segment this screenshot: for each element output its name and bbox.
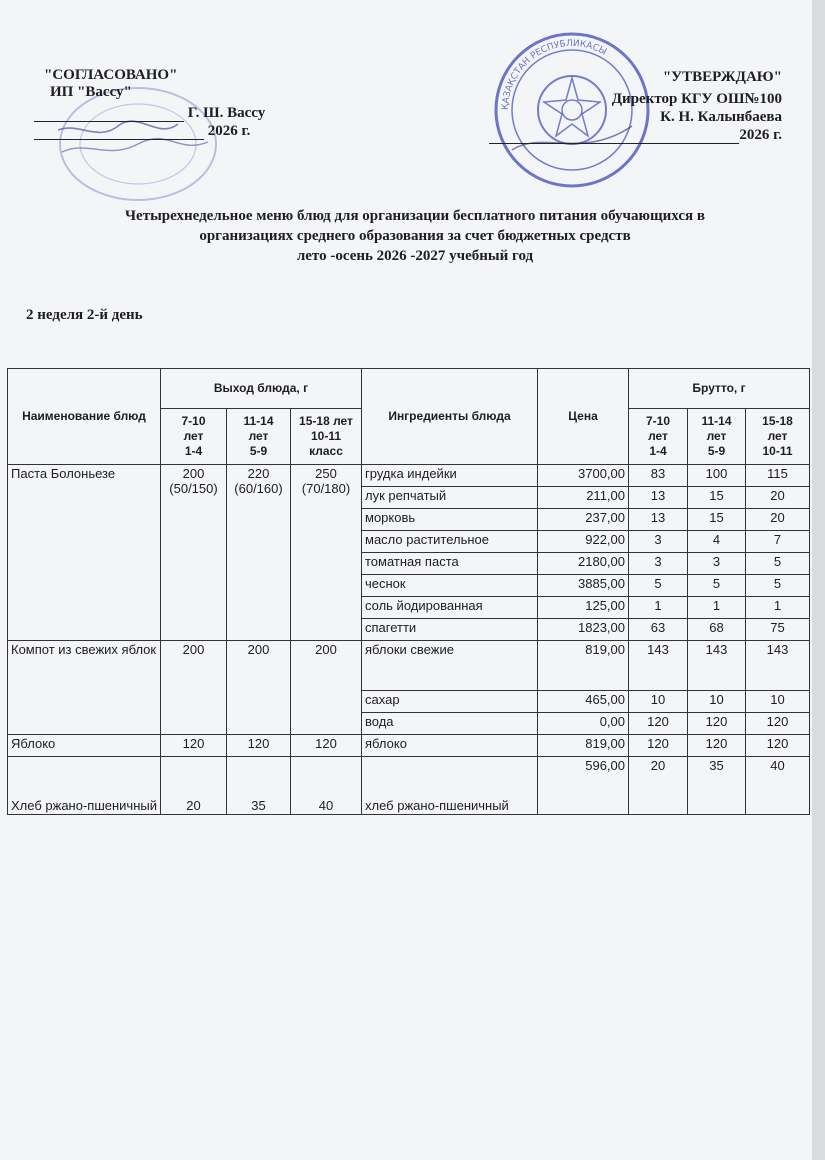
document-title <box>40 206 790 266</box>
gross-weight: 10 <box>688 691 746 713</box>
header-line: 15-18 лет <box>299 414 353 428</box>
week-day-label: 2 неделя 2-й день <box>26 307 143 323</box>
header-line: класс <box>309 444 343 458</box>
gross-weight: 13 <box>629 509 688 531</box>
ingredient-name: лук репчатый <box>362 487 538 509</box>
table-row <box>8 735 810 757</box>
ingredient-name: томатная паста <box>362 553 538 575</box>
dish-output <box>291 465 362 641</box>
ingredient-name: яблоко <box>362 735 538 757</box>
gross-weight: 75 <box>746 619 810 641</box>
page-edge <box>812 0 825 1160</box>
header-price: Цена <box>538 369 629 465</box>
output-line: 120 <box>247 736 270 751</box>
agreed-org: ИП "Вассу" <box>50 84 132 100</box>
header-output: Выход блюда, г <box>161 369 362 409</box>
ingredient-price: 0,00 <box>538 713 629 735</box>
output-line: 200 <box>247 642 270 657</box>
output-line: 200 <box>182 642 205 657</box>
title-line-2: организациях среднего образования за счет бюджетных средств <box>199 228 631 244</box>
header-dish: Наименование блюд <box>8 369 161 465</box>
dish-output <box>227 641 291 735</box>
gross-weight: 120 <box>629 713 688 735</box>
header-line: лет <box>183 429 204 443</box>
dish-output <box>227 735 291 757</box>
ingredient-price: 465,00 <box>538 691 629 713</box>
dish-output <box>291 735 362 757</box>
ingredient-name: морковь <box>362 509 538 531</box>
gross-weight: 7 <box>746 531 810 553</box>
gross-weight: 83 <box>629 465 688 487</box>
ingredient-price: 237,00 <box>538 509 629 531</box>
gross-weight: 10 <box>629 691 688 713</box>
ingredient-name: грудка индейки <box>362 465 538 487</box>
gross-weight: 5 <box>746 553 810 575</box>
gross-weight: 120 <box>746 735 810 757</box>
gross-weight: 1 <box>629 597 688 619</box>
header-line: 7-10 <box>181 414 206 428</box>
approve-date-line <box>489 129 739 144</box>
ingredient-name: вода <box>362 713 538 735</box>
gross-weight: 15 <box>688 509 746 531</box>
dish-output <box>227 757 291 815</box>
header-line: 11-14 <box>701 414 732 428</box>
output-line: 250 <box>315 466 337 481</box>
output-line: 40 <box>318 798 334 813</box>
gross-weight: 143 <box>746 641 810 691</box>
header-line: лет <box>248 429 269 443</box>
approve-label: "УТВЕРЖДАЮ" <box>662 69 782 85</box>
gross-weight: 4 <box>688 531 746 553</box>
header-line: лет <box>767 429 788 443</box>
date-line <box>34 125 204 140</box>
gross-weight: 20 <box>746 509 810 531</box>
header-line: 1-4 <box>649 444 667 458</box>
gross-weight: 15 <box>688 487 746 509</box>
output-line: (60/160) <box>234 481 283 496</box>
output-line: (50/150) <box>169 481 218 496</box>
header-gross2 <box>688 409 746 465</box>
gross-weight: 63 <box>629 619 688 641</box>
header-line: лет <box>648 429 668 443</box>
ingredient-name: сахар <box>362 691 538 713</box>
output-line: (70/180) <box>301 481 351 496</box>
gross-weight: 120 <box>629 735 688 757</box>
header-line: 10-11 <box>762 444 793 458</box>
signature-line <box>34 107 184 122</box>
approve-year: 2026 г. <box>739 127 782 143</box>
agreed-signer: Г. Ш. Вассу <box>187 105 266 121</box>
header-age2 <box>227 409 291 465</box>
header-line: 5-9 <box>707 444 726 458</box>
header-line: лет <box>706 429 727 443</box>
dish-output <box>291 641 362 735</box>
output-line: 20 <box>186 798 201 813</box>
gross-weight: 5 <box>688 575 746 597</box>
ingredient-name: чеснок <box>362 575 538 597</box>
gross-weight: 143 <box>629 641 688 691</box>
dish-name: Паста Болоньезе <box>8 465 161 641</box>
header-ingredients: Ингредиенты блюда <box>362 369 538 465</box>
ingredient-price: 2180,00 <box>538 553 629 575</box>
header-age1 <box>161 409 227 465</box>
gross-weight: 3 <box>629 531 688 553</box>
agreed-year: 2026 г. <box>207 123 251 139</box>
table-row <box>8 465 810 487</box>
gross-weight: 40 <box>746 757 810 815</box>
ingredient-price: 596,00 <box>538 757 629 815</box>
header-gross3 <box>746 409 810 465</box>
dish-name: Компот из свежих яблок <box>8 641 161 735</box>
gross-weight: 120 <box>688 735 746 757</box>
output-line: 120 <box>182 736 205 751</box>
gross-weight: 68 <box>688 619 746 641</box>
svg-text:ҚАЗАҚСТАН РЕСПУБЛИКАСЫ: ҚАЗАҚСТАН РЕСПУБЛИКАСЫ <box>500 38 608 111</box>
dish-output <box>161 465 227 641</box>
gross-weight: 100 <box>688 465 746 487</box>
gross-weight: 1 <box>746 597 810 619</box>
ingredient-price: 125,00 <box>538 597 629 619</box>
gross-weight: 1 <box>688 597 746 619</box>
ingredient-price: 819,00 <box>538 735 629 757</box>
header-gross1 <box>629 409 688 465</box>
header-line: 15-18 <box>762 414 793 428</box>
ingredient-name: яблоки свежие <box>362 641 538 691</box>
gross-weight: 3 <box>688 553 746 575</box>
header-line: 7-10 <box>645 414 671 428</box>
table-row <box>8 757 810 815</box>
gross-weight: 20 <box>746 487 810 509</box>
ingredient-price: 1823,00 <box>538 619 629 641</box>
approve-signer: К. Н. Калынбаева <box>660 109 782 125</box>
gross-weight: 5 <box>629 575 688 597</box>
gross-weight: 143 <box>688 641 746 691</box>
dish-output <box>161 757 227 815</box>
gross-weight: 120 <box>746 713 810 735</box>
ingredient-price: 922,00 <box>538 531 629 553</box>
table-row <box>8 641 810 691</box>
gross-weight: 13 <box>629 487 688 509</box>
header-gross: Брутто, г <box>629 369 810 409</box>
dish-name: Хлеб ржано-пшеничный <box>8 757 161 815</box>
gross-weight: 35 <box>688 757 746 815</box>
output-line: 220 <box>247 466 270 481</box>
ingredient-price: 3700,00 <box>538 465 629 487</box>
header-line: 1-4 <box>184 444 203 458</box>
ingredient-name: масло растительное <box>362 531 538 553</box>
ingredient-name: спагетти <box>362 619 538 641</box>
title-line-3: лето -осень 2026 -2027 учебный год <box>296 248 534 264</box>
gross-weight: 115 <box>746 465 810 487</box>
gross-weight: 3 <box>629 553 688 575</box>
ingredient-name: соль йодированная <box>362 597 538 619</box>
dish-output <box>161 641 227 735</box>
header-age3 <box>291 409 362 465</box>
ingredient-price: 819,00 <box>538 641 629 691</box>
menu-table <box>7 368 810 815</box>
output-line: 200 <box>315 642 337 657</box>
dish-output <box>161 735 227 757</box>
dish-name: Яблоко <box>8 735 161 757</box>
ingredient-name: хлеб ржано-пшеничный <box>362 757 538 815</box>
dish-output <box>227 465 291 641</box>
output-line: 35 <box>251 798 266 813</box>
gross-weight: 5 <box>746 575 810 597</box>
header-line: 5-9 <box>249 444 268 458</box>
gross-weight: 20 <box>629 757 688 815</box>
output-line: 120 <box>315 736 337 751</box>
title-line-1: Четырехнедельное меню блюд для организации бесплатного питания обучающихся в <box>125 208 705 224</box>
agreed-label: "СОГЛАСОВАНО" <box>44 67 178 83</box>
official-seal-image <box>492 30 652 190</box>
ingredient-price: 3885,00 <box>538 575 629 597</box>
dish-output <box>291 757 362 815</box>
ingredient-price: 211,00 <box>538 487 629 509</box>
header-line: 10-11 <box>310 429 342 443</box>
output-line: 200 <box>182 466 205 481</box>
header-line: 11-14 <box>243 414 274 428</box>
gross-weight: 120 <box>688 713 746 735</box>
approve-position: Директор КГУ ОШ№100 <box>611 91 782 107</box>
gross-weight: 10 <box>746 691 810 713</box>
